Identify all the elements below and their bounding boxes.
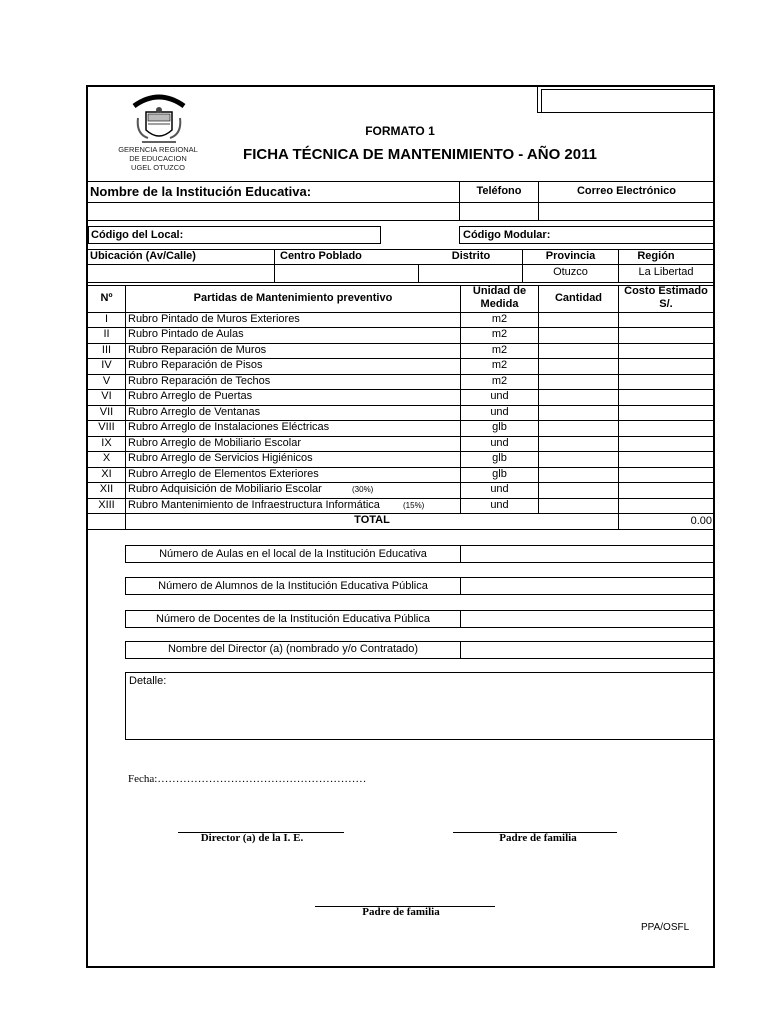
row-cost-cell[interactable] [619,498,713,513]
footer-code: PPA/OSFL [641,922,690,933]
row-quantity-cell[interactable] [539,451,618,466]
district-label: Distrito [451,250,491,262]
row-item: Rubro Arreglo de Servicios Higiénicos [128,452,313,465]
row-item: Rubro Arreglo de Mobiliario Escolar [128,436,302,449]
col-no-header: Nº [100,292,113,304]
row-number: XII [99,483,114,496]
row-note: (15%) [403,500,425,510]
row-cost-cell[interactable] [619,327,713,342]
row-cost-cell[interactable] [619,451,713,466]
row-item: Rubro Reparación de Muros [128,343,267,356]
parent-signature-label-2: Padre de familia [362,906,440,918]
row-unit: m2 [491,328,508,341]
address-field[interactable] [88,265,274,281]
row-item: Rubro Pintado de Aulas [128,328,244,341]
row-unit: m2 [491,343,508,356]
row-quantity-cell[interactable] [539,374,618,389]
province-label: Provincia [545,250,596,262]
row-cost-cell[interactable] [619,389,713,404]
region-value: La Libertad [638,266,694,278]
classrooms-field[interactable] [460,545,715,563]
local-code-field[interactable] [88,226,381,244]
row-number: X [102,452,111,465]
row-quantity-cell[interactable] [539,389,618,404]
date-line: Fecha:………………………………………………… [128,773,367,785]
row-quantity-cell[interactable] [539,498,618,513]
row-item: Rubro Reparación de Pisos [128,359,263,372]
row-quantity-cell[interactable] [539,482,618,497]
col-item-header: Partidas de Mantenimiento preventivo [193,292,393,304]
town-field[interactable] [275,265,418,281]
row-unit: und [490,498,509,511]
phone-field[interactable] [460,203,538,220]
row-unit: m2 [491,359,508,372]
row-number: I [104,313,109,325]
teachers-field[interactable] [460,610,715,628]
detail-label: Detalle: [129,675,167,687]
address-label: Ubicación (Av/Calle) [90,250,196,262]
detail-field[interactable] [125,672,715,740]
col-cost-line: S/. [659,298,673,310]
org-line: GERENCIA REGIONAL [118,145,198,154]
row-item: Rubro Mantenimiento de Infraestructura Informática [128,498,380,511]
row-quantity-cell[interactable] [539,420,618,435]
row-item: Rubro Reparación de Techos [128,374,271,387]
row-item: Rubro Arreglo de Elementos Exteriores [128,467,319,480]
row-number: XIII [98,498,115,511]
row-unit: und [490,436,509,449]
col-cost-line: Costo Estimado [624,285,708,297]
province-value: Otuzco [553,266,588,278]
local-code-label: Código del Local: [91,229,184,241]
row-number: III [101,343,112,356]
row-quantity-cell[interactable] [539,436,618,451]
row-cost-cell[interactable] [619,358,713,373]
town-label: Centro Poblado [280,250,362,262]
row-number: V [102,374,111,387]
row-quantity-cell[interactable] [539,358,618,373]
row-number: IV [101,359,112,372]
teachers-label: Número de Docentes de la Institución Educativa Pública [125,610,461,628]
modular-code-field[interactable] [459,226,715,244]
row-quantity-cell[interactable] [539,467,618,482]
row-number: VII [99,405,114,418]
row-unit: und [490,390,509,403]
row-cost-cell[interactable] [619,467,713,482]
crest-logo-icon [128,90,190,146]
parent-signature-label-1: Padre de familia [499,832,577,844]
row-number: VI [101,390,112,403]
region-label: Región [637,250,675,262]
row-quantity-cell[interactable] [539,405,618,420]
row-cost-cell[interactable] [619,405,713,420]
row-cost-cell[interactable] [619,420,713,435]
row-cost-cell[interactable] [619,482,713,497]
row-item: Rubro Arreglo de Instalaciones Eléctricas [128,421,330,434]
institution-name-field[interactable] [88,203,459,220]
director-signature-label: Director (a) de la I. E. [200,832,304,844]
org-name [108,145,208,172]
total-value: 0.00 [618,513,715,530]
col-qty-header: Cantidad [554,292,603,304]
row-cost-cell[interactable] [619,436,713,451]
phone-label: Teléfono [476,185,522,197]
row-unit: glb [492,467,507,480]
director-field[interactable] [460,641,715,659]
classrooms-label: Número de Aulas en el local de la Institución Educativa [125,545,461,563]
email-label: Correo Electrónico [576,185,677,197]
students-label: Número de Alumnos de la Institución Educativa Pública [125,577,461,595]
row-note: (30%) [352,485,374,495]
row-unit: glb [492,452,507,465]
row-item: Rubro Arreglo de Puertas [128,390,253,403]
col-cost-header [619,285,713,311]
row-number: XI [101,467,112,480]
row-item: Rubro Pintado de Muros Exteriores [128,313,300,325]
institution-name-label: Nombre de la Institución Educativa: [90,184,312,199]
row-unit: m2 [491,374,508,387]
page-title: FICHA TÉCNICA DE MANTENIMIENTO - AÑO 2011 [243,146,597,163]
row-quantity-cell[interactable] [539,327,618,342]
row-item: Rubro Adquisición de Mobiliario Escolar [128,483,322,496]
students-field[interactable] [460,577,715,595]
top-right-inner-box [541,89,715,113]
row-quantity-cell[interactable] [539,312,618,327]
format-label: FORMATO 1 [365,124,435,138]
col-unit-header [461,285,538,311]
org-line: DE EDUCACION [129,154,187,163]
row-quantity-cell[interactable] [539,343,618,358]
row-cost-cell[interactable] [619,374,713,389]
org-line: UGEL OTUZCO [131,163,185,172]
modular-code-label: Código Modular: [463,229,551,241]
col-unit-line: Unidad de [472,285,527,297]
row-unit: m2 [491,313,508,325]
col-unit-line: Medida [480,298,519,310]
row-item: Rubro Arreglo de Ventanas [128,405,261,418]
row-number: IX [101,436,112,449]
row-unit: glb [492,421,507,434]
row-number: VIII [98,421,115,434]
district-field[interactable] [419,265,522,281]
row-unit: und [490,405,509,418]
row-cost-cell[interactable] [619,312,713,327]
email-field[interactable] [539,203,713,220]
row-unit: und [490,483,509,496]
row-number: II [103,328,110,341]
director-label: Nombre del Director (a) (nombrado y/o Contratado) [125,641,461,659]
total-label: TOTAL [354,514,390,526]
row-cost-cell[interactable] [619,343,713,358]
